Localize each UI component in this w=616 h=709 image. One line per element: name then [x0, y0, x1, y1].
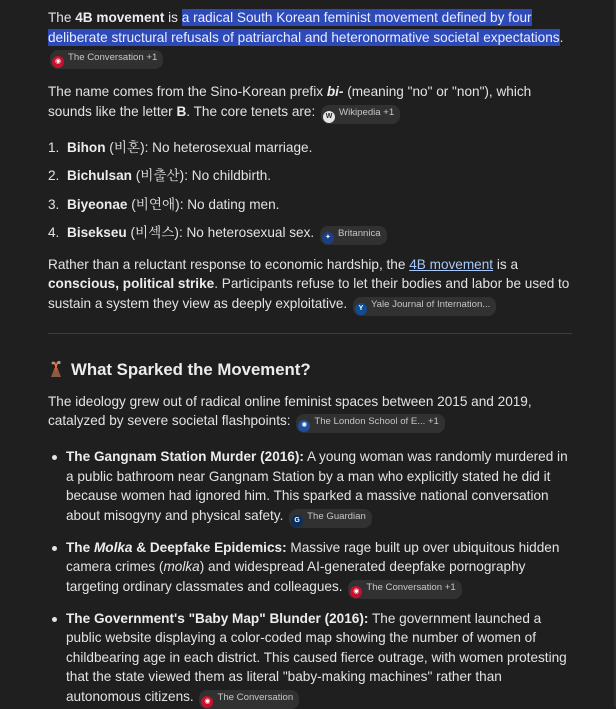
- list-item: [48, 166, 572, 195]
- flashpoint-title: The Molka & Deepfake Epidemics:: [66, 539, 287, 555]
- origin-text: (meaning "no" or "non"), which sounds like the letter: [48, 84, 532, 119]
- list-item: [48, 223, 572, 252]
- the-conversation-icon: ◉: [52, 56, 64, 68]
- tenet-name: Bihon: [67, 139, 106, 155]
- source-chip-yale-journal[interactable]: [353, 297, 496, 316]
- flashpoint-text: The government launched a public website displaying a color-coded map showing the number of women of childbearing age in each district. This caused fierce outrage, with women protesting that the state viewed them as literal "baby-making machines" rather than autonomous citizens.: [66, 610, 567, 704]
- list-item: [48, 195, 572, 224]
- tenet-desc: : No childbirth.: [184, 168, 272, 183]
- yale-journal-icon: Y: [355, 303, 367, 315]
- tenet-korean: (비출산): [131, 168, 185, 183]
- the-guardian-icon: G: [291, 515, 303, 527]
- source-chip-wikipedia[interactable]: [321, 105, 400, 124]
- tenet-desc: : No heterosexual marriage.: [144, 139, 313, 155]
- flashpoint-text: Massive rage built up over ubiquitous hidden camera crimes (: [66, 539, 560, 574]
- source-chip-britannica[interactable]: [320, 226, 387, 245]
- prefix-bi: bi-: [326, 84, 344, 99]
- origin-text: . The core tenets are:: [186, 103, 316, 119]
- section-title: What Sparked the Movement?: [71, 359, 311, 379]
- tenet-desc: : No heterosexual sex.: [178, 225, 315, 240]
- section-divider: [48, 333, 572, 334]
- volcano-icon: [48, 360, 64, 378]
- response-content: [48, 8, 572, 709]
- list-item: [48, 138, 572, 167]
- section-intro: [48, 392, 572, 434]
- tenet-name: Bichulsan: [67, 168, 132, 183]
- britannica-icon: ✦: [322, 232, 334, 244]
- political-strike-paragraph: [48, 255, 572, 316]
- tenet-desc: : No dating men.: [179, 196, 280, 212]
- list-item: [48, 609, 572, 709]
- tenets-list: [48, 138, 572, 252]
- source-chip-label: The Guardian: [307, 510, 366, 522]
- section-intro-text: The ideology grew out of radical online feminist spaces between 2015 and 2019, catalyzed by severe societal flashpoints:: [48, 393, 532, 428]
- tenet-name: Biyeonae: [67, 196, 128, 212]
- flashpoint-text: A young woman was randomly murdered in a public bathroom near Gangnam Station by a man who explicitly stated he did it because women had ignored him. This sparked a massive national conversation about misogyny and physical safety.: [66, 449, 568, 523]
- strike-text: is a: [493, 256, 519, 272]
- source-chip-the-conversation[interactable]: [199, 690, 299, 709]
- flashpoint-text: ) and widespread AI-generated deepfake pornography targeting ordinary classmates and colleagues.: [66, 559, 526, 594]
- source-chip-lse[interactable]: [296, 414, 445, 433]
- lse-icon: ✺: [298, 420, 310, 432]
- term-molka: Molka: [93, 539, 133, 555]
- flashpoint-title: The Gangnam Station Murder (2016):: [66, 449, 304, 464]
- list-number: 1.: [48, 139, 60, 155]
- wikipedia-icon: W: [323, 111, 335, 123]
- source-chip-label: Yale Journal of Internation...: [371, 298, 491, 310]
- list-number: 2.: [48, 168, 60, 183]
- letter-b: B: [176, 103, 187, 119]
- source-chip-label: The Conversation +1: [366, 581, 456, 593]
- list-number: 4.: [48, 225, 60, 240]
- tenet-korean: (비연애): [127, 196, 180, 212]
- tenet-korean: (비혼): [105, 139, 145, 155]
- 4b-movement-link[interactable]: 4B movement: [409, 256, 494, 272]
- source-chip-the-conversation[interactable]: [348, 580, 461, 599]
- strike-text: . Participants refuse to let their bodies and labor be used to sustain a system they view as deeply exploitative.: [48, 276, 570, 311]
- the-conversation-icon: ◉: [201, 696, 213, 708]
- list-number: 3.: [48, 196, 60, 212]
- intro-text: .: [559, 29, 564, 45]
- intro-text: is: [164, 10, 182, 25]
- source-chip-label: Britannica: [337, 228, 381, 239]
- tenet-korean: (비섹스): [126, 225, 179, 240]
- term-molka-lower: molka: [163, 559, 200, 574]
- highlighted-definition[interactable]: a radical South Korean feminist movement defined by four deliberate structural refusals of patriarchal and heteronormative societal expectations: [48, 10, 560, 45]
- flashpoint-title: The Government's "Baby Map" Blunder (2016):: [66, 610, 369, 626]
- list-item: [48, 447, 572, 528]
- name-origin-paragraph: [48, 82, 572, 124]
- strike-text: Rather than a reluctant response to economic hardship, the: [48, 256, 410, 272]
- intro-paragraph: [48, 8, 572, 69]
- section-heading: [48, 359, 572, 381]
- strike-bold: conscious, political strike: [48, 276, 215, 291]
- source-chip-the-guardian[interactable]: [289, 509, 372, 528]
- source-chip-label: Wikipedia +1: [339, 106, 395, 118]
- source-chip-label: The Conversation +1: [68, 52, 158, 63]
- source-chip-the-conversation[interactable]: [50, 50, 163, 69]
- source-chip-label: The London School of E... +1: [314, 416, 439, 427]
- intro-text: The: [48, 10, 76, 25]
- the-conversation-icon: ◉: [350, 586, 362, 598]
- tenet-name: Bisekseu: [67, 225, 127, 240]
- flashpoints-list: [48, 447, 572, 709]
- origin-text: The name comes from the Sino-Korean prefix: [48, 84, 327, 99]
- list-item: [48, 538, 572, 599]
- source-chip-label: The Conversation: [217, 691, 294, 703]
- term-4b: 4B movement: [75, 10, 165, 25]
